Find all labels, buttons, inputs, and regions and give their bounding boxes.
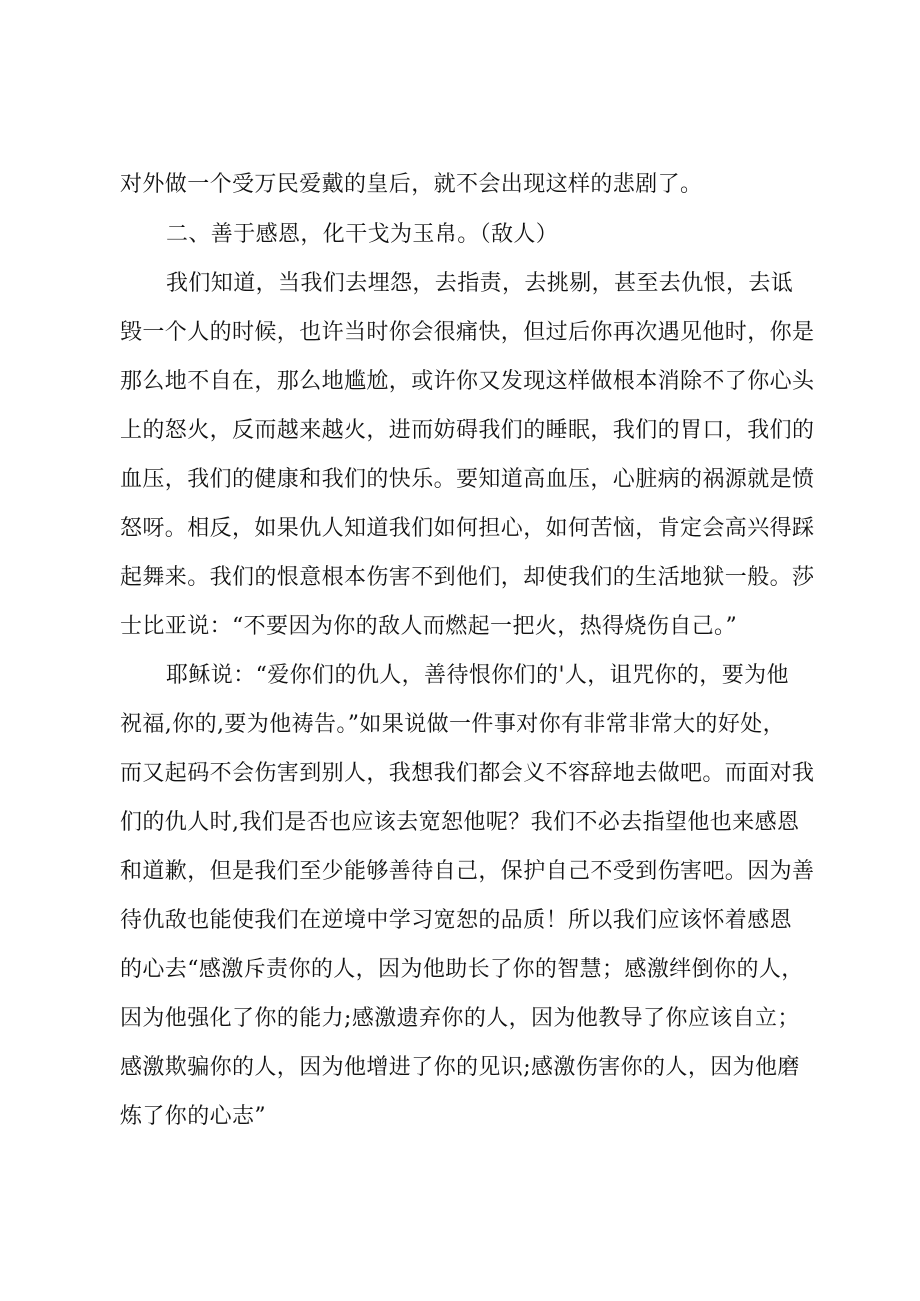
text-line: 我们知道，当我们去埋怨，去指责，去挑剔，甚至去仇恨，去诋 [166, 271, 794, 296]
text-line: 那么地不自在，那么地尴尬，或许你又发现这样做根本消除不了你心头 [120, 369, 815, 394]
text-line: 感激欺骗你的人，因为他增进了你的见识;感激伤害你的人，因为他磨 [120, 1055, 800, 1080]
text-line: 上的怒火，反而越来越火，进而妨碍我们的睡眠，我们的胃口，我们的 [120, 418, 815, 443]
text-line: 起舞来。我们的恨意根本伤害不到他们，却使我们的生活地狱一般。莎 [120, 565, 815, 590]
text-line: 们的仇人时,我们是否也应该去宽恕他呢？我们不必去指望他也来感恩 [120, 810, 800, 835]
text-line: 的心去“感激斥责你的人，因为他助长了你的智慧；感激绊倒你的人， [120, 957, 804, 982]
text-line: 因为他强化了你的能力;感激遗弃你的人，因为他教导了你应该自立； [120, 1006, 800, 1031]
text-line: 怒呀。相反，如果仇人知道我们如何担心，如何苦恼，肯定会高兴得踩 [120, 516, 815, 541]
section-heading: 二、善于感恩，化干戈为玉帛。（敌人） [166, 222, 559, 247]
text-line: 血压，我们的健康和我们的快乐。要知道高血压，心脏病的祸源就是愤 [120, 467, 815, 492]
text-line: 炼了你的心志” [120, 1104, 267, 1129]
text-line: 毁一个人的时候，也许当时你会很痛快，但过后你再次遇见他时，你是 [120, 320, 815, 345]
text-line: 士比亚说：“不要因为你的敌人而燃起一把火，热得烧伤自己。” [120, 614, 738, 639]
text-line: 祝福,你的,要为他祷告。”如果说做一件事对你有非常非常大的好处， [120, 712, 786, 737]
text-line: 耶稣说：“爱你们的仇人，善待恨你们的'人，诅咒你的，要为他 [166, 663, 789, 688]
text-line: 和道歉，但是我们至少能够善待自己，保护自己不受到伤害吧。因为善 [120, 859, 815, 884]
text-line: 待仇敌也能使我们在逆境中学习宽恕的品质！所以我们应该怀着感恩 [120, 908, 793, 933]
text-line: 对外做一个受万民爱戴的皇后，就不会出现这样的悲剧了。 [120, 172, 703, 197]
text-line: 而又起码不会伤害到别人，我想我们都会义不容辞地去做吧。而面对我 [120, 761, 815, 786]
